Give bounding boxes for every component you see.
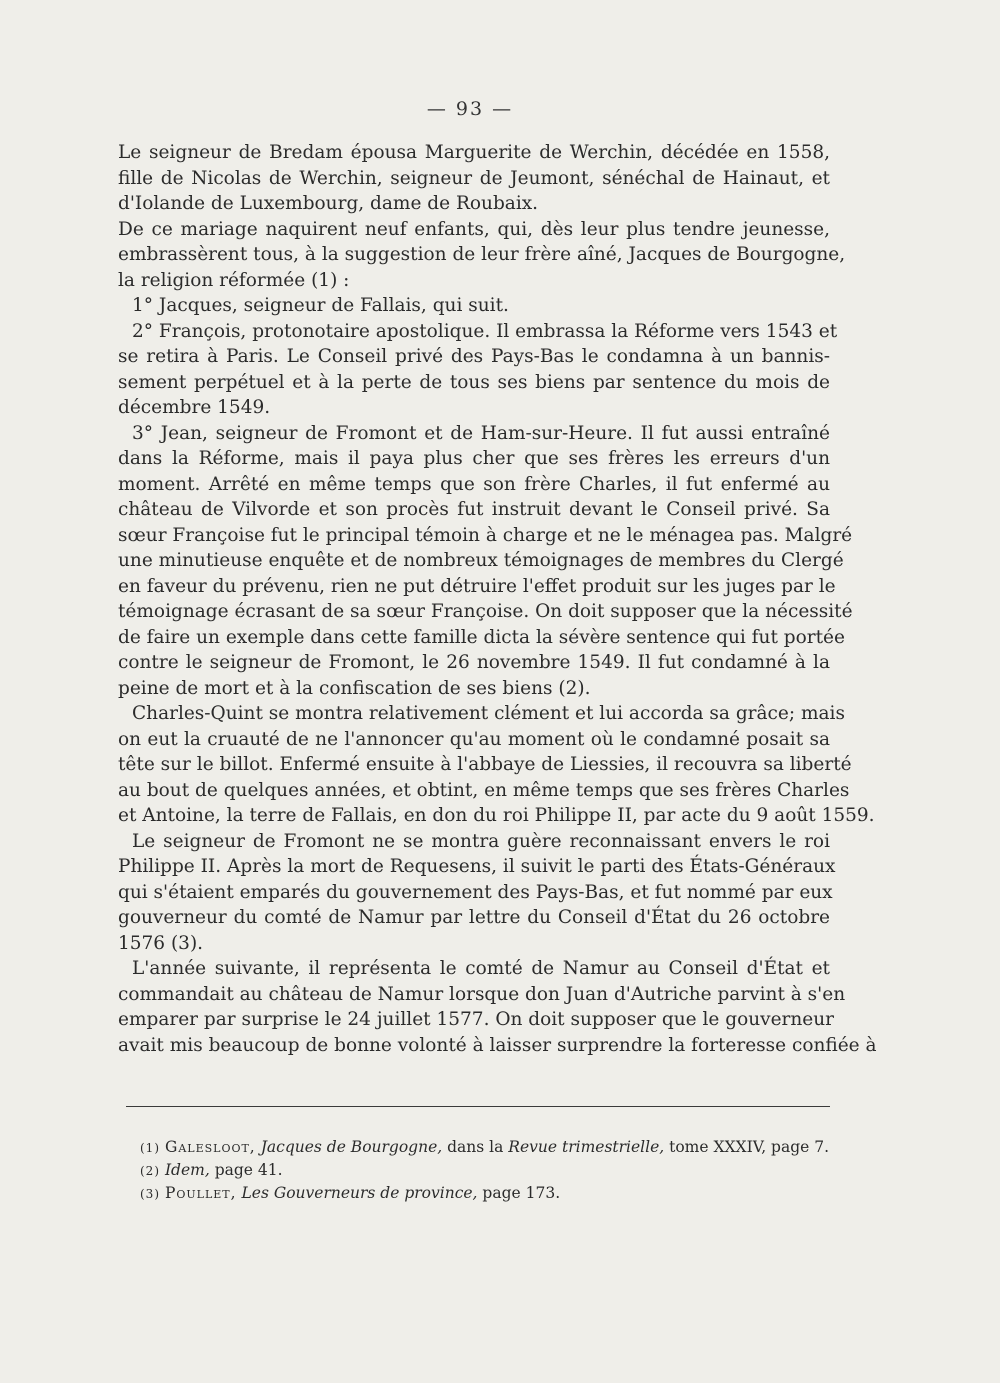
text-line: qui s'étaient emparés du gouvernement des Pays-Bas, et fut nommé par eux	[118, 881, 833, 903]
text-line: fille de Nicolas de Werchin, seigneur de Jeumont, sénéchal de Hainaut, et	[118, 167, 830, 189]
footnote-title: Jacques de Bourgogne,	[260, 1138, 443, 1156]
text-line: en faveur du prévenu, rien ne put détruire l'effet produit sur les juges par le	[118, 575, 836, 597]
page-number: — 93 —	[426, 98, 514, 120]
footnote	[140, 1136, 840, 1159]
text-line: une minutieuse enquête et de nombreux témoignages de membres du Clergé	[118, 550, 844, 571]
footnote-title: Idem,	[164, 1161, 210, 1179]
footnote	[140, 1159, 840, 1182]
text-line: moment. Arrêté en même temps que son frère Charles, il fut enfermé au	[118, 473, 830, 495]
text-line: la religion réformée (1) :	[118, 269, 350, 291]
text-line: De ce mariage naquirent neuf enfants, qui, dès leur plus tendre jeunesse,	[118, 218, 830, 240]
footnote-mark: (2)	[140, 1164, 160, 1178]
text-line: 1576 (3).	[118, 932, 204, 954]
text-line: château de Vilvorde et son procès fut instruit devant le Conseil privé. Sa	[118, 499, 830, 520]
text-line: dans la Réforme, mais il paya plus cher que ses frères les erreurs d'un	[118, 448, 830, 469]
text-line: sœur Françoise fut le principal témoin à charge et ne le ménagea pas. Malgré	[118, 524, 853, 546]
text-line: embrassèrent tous, à la suggestion de leur frère aîné, Jacques de Bourgogne,	[118, 244, 846, 265]
text-line: L'année suivante, il représenta le comté de Namur au Conseil d'État et	[132, 958, 830, 979]
text-line: Philippe II. Après la mort de Requesens, il suivit le parti des États-Généraux	[118, 856, 836, 877]
footnotes	[140, 1136, 840, 1205]
text-line: peine de mort et à la confiscation de ses biens (2).	[118, 677, 591, 699]
footnote-text: page 41.	[214, 1161, 283, 1179]
text-line: contre le seigneur de Fromont, le 26 novembre 1549. Il fut condamné à la	[118, 652, 830, 673]
text-line: gouverneur du comté de Namur par lettre du Conseil d'État du 26 octobre	[118, 907, 830, 928]
text-line: décembre 1549.	[118, 397, 271, 418]
footnote-text: tome XXXIV, page 7.	[669, 1138, 830, 1156]
text-line: 1° Jacques, seigneur de Fallais, qui suit.	[132, 295, 509, 316]
footnote	[140, 1182, 840, 1205]
text-line: tête sur le billot. Enfermé ensuite à l'abbaye de Liessies, il recouvra sa liberté	[118, 754, 852, 775]
text-line: au bout de quelques années, et obtint, en même temps que ses frères Charles	[118, 779, 850, 801]
text-line: commandait au château de Namur lorsque don Juan d'Autriche parvint à s'en	[118, 983, 846, 1005]
footnote-mark: (1)	[140, 1141, 160, 1155]
footnote-author: Poullet,	[164, 1184, 237, 1202]
text-line: témoignage écrasant de sa sœur Françoise. On doit supposer que la nécessité	[118, 601, 853, 622]
text-line: Le seigneur de Bredam épousa Marguerite de Werchin, décédée en 1558,	[118, 142, 830, 163]
text-line: Charles-Quint se montra relativement clément et lui accorda sa grâce; mais	[132, 703, 845, 724]
body-text	[118, 140, 877, 1058]
text-line: d'Iolande de Luxembourg, dame de Roubaix.	[118, 193, 539, 214]
footnote-title: Revue trimestrielle,	[508, 1138, 665, 1156]
footnote-mark: (3)	[140, 1187, 160, 1201]
footnote-title: Les Gouverneurs de province,	[241, 1184, 478, 1202]
footnote-author: Galesloot,	[164, 1138, 256, 1156]
text-line: on eut la cruauté de ne l'annoncer qu'au moment où le condamné posait sa	[118, 728, 830, 750]
text-line: de faire un exemple dans cette famille dicta la sévère sentence qui fut portée	[118, 626, 845, 648]
text-line: emparer par surprise le 24 juillet 1577. On doit supposer que le gouverneur	[118, 1009, 834, 1030]
text-line: se retira à Paris. Le Conseil privé des Pays-Bas le condamna à un bannis-	[118, 346, 830, 367]
text-line: et Antoine, la terre de Fallais, en don du roi Philippe II, par acte du 9 août 1559.	[118, 805, 875, 826]
text-line: 3° Jean, seigneur de Fromont et de Ham-sur-Heure. Il fut aussi entraîné	[132, 422, 830, 444]
footnote-text: dans la	[447, 1138, 504, 1156]
text-line: Le seigneur de Fromont ne se montra guère reconnaissant envers le roi	[132, 830, 830, 852]
text-line: avait mis beaucoup de bonne volonté à laisser surprendre la forteresse confiée à	[118, 1034, 877, 1056]
footnote-text: page 173.	[482, 1184, 561, 1202]
footnote-divider	[126, 1106, 830, 1107]
text-line: sement perpétuel et à la perte de tous ses biens par sentence du mois de	[118, 371, 830, 393]
text-line: 2° François, protonotaire apostolique. Il embrassa la Réforme vers 1543 et	[132, 320, 838, 342]
